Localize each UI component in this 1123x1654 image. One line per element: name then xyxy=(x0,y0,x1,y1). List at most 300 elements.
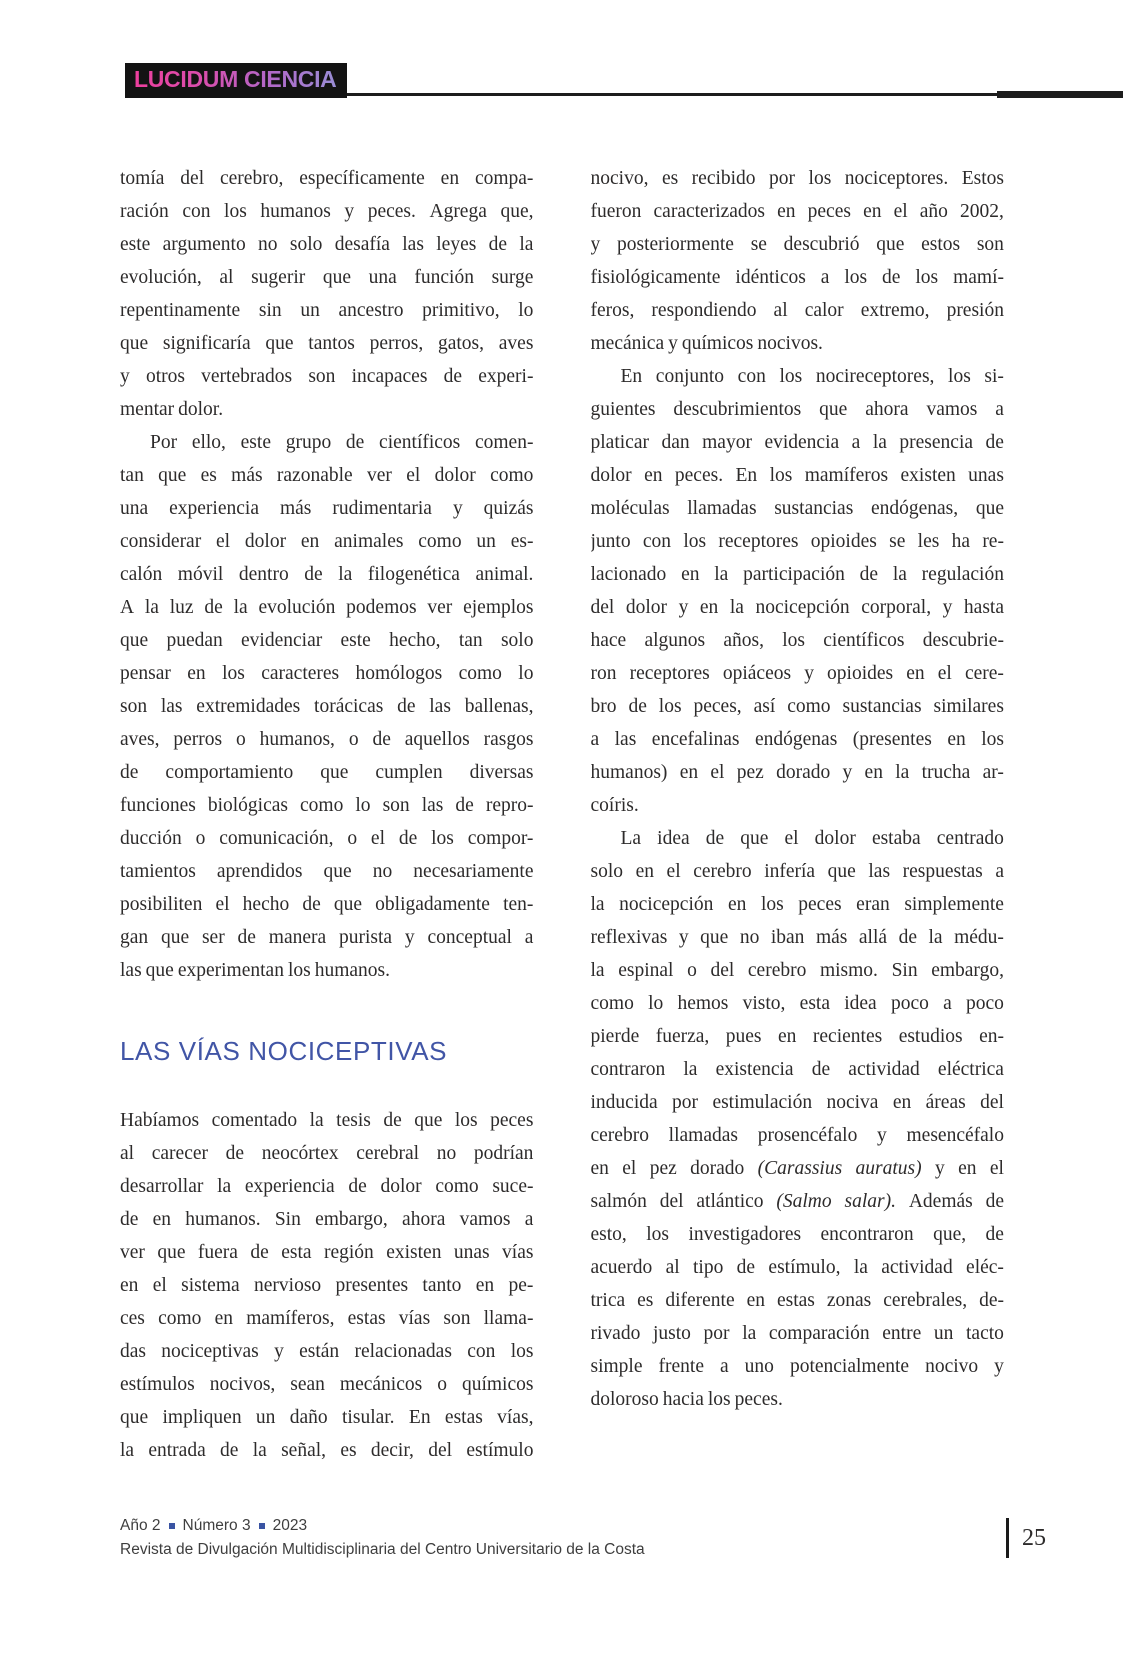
word: grupo xyxy=(285,432,332,453)
issue-line xyxy=(120,1514,645,1538)
text-line xyxy=(120,558,534,591)
word: gan xyxy=(120,927,149,948)
word: rudimentaria xyxy=(332,498,432,519)
word: de xyxy=(985,1191,1004,1212)
word: daño xyxy=(289,1407,328,1428)
word: una xyxy=(120,498,149,519)
word: estas xyxy=(347,1308,386,1329)
word: en xyxy=(679,762,699,783)
text-line xyxy=(591,1119,1005,1152)
word: sugerir xyxy=(251,267,306,288)
word: que xyxy=(975,498,1004,519)
word: con xyxy=(737,366,766,387)
text-line xyxy=(120,1269,534,1302)
word: lo xyxy=(518,300,534,321)
text-line xyxy=(591,954,1005,987)
word: de xyxy=(811,1059,831,1080)
word: cumplen xyxy=(375,762,443,783)
word: no xyxy=(372,861,393,882)
word: respondiendo xyxy=(651,300,757,321)
word: de xyxy=(443,366,463,387)
page-header xyxy=(125,63,1123,98)
word: llamadas xyxy=(687,498,757,519)
word: evolución xyxy=(258,597,336,618)
word: diferente xyxy=(665,1290,735,1311)
word: respuestas xyxy=(902,861,983,882)
word: los xyxy=(287,960,311,981)
word: mesencéfalo xyxy=(906,1125,1004,1146)
word: que xyxy=(120,630,149,651)
word: estímulo xyxy=(466,1440,534,1461)
word: tan xyxy=(458,630,483,651)
word: incapaces xyxy=(351,366,428,387)
word: en xyxy=(777,201,796,222)
word: ración xyxy=(120,201,169,222)
word: decir, xyxy=(370,1440,414,1461)
word: y xyxy=(804,663,814,684)
text-line xyxy=(591,492,1005,525)
word: doloroso xyxy=(590,1389,659,1410)
word: este xyxy=(240,432,271,453)
word: hecho xyxy=(242,894,290,915)
word: nocicepción xyxy=(755,597,850,618)
word: investigadores xyxy=(688,1224,802,1245)
word: las xyxy=(402,234,424,255)
word: mamí- xyxy=(953,267,1004,288)
word: receptores xyxy=(718,531,799,552)
word: allá xyxy=(858,927,888,948)
text-line xyxy=(120,459,534,492)
word: les xyxy=(917,531,940,552)
word: vamos xyxy=(926,399,978,420)
word: más xyxy=(279,498,312,519)
section-heading: LAS VÍAS NOCICEPTIVAS xyxy=(120,1036,448,1066)
header-rule-thin xyxy=(347,93,998,96)
word: sean xyxy=(290,1374,325,1395)
word: comentado xyxy=(211,1110,298,1131)
word: Sin xyxy=(274,1209,301,1230)
text-line xyxy=(120,294,534,327)
word: químicos xyxy=(681,333,754,354)
word: el xyxy=(370,828,385,849)
word: a xyxy=(851,432,861,453)
word: entre xyxy=(882,1323,922,1344)
word: ello, xyxy=(191,432,226,453)
word: ver xyxy=(427,597,453,618)
word: zonas xyxy=(826,1290,872,1311)
word: perros xyxy=(173,729,223,750)
word: nociceptores. xyxy=(844,168,949,189)
word: no xyxy=(739,927,760,948)
word: que xyxy=(414,1110,443,1131)
text-line xyxy=(120,1203,534,1236)
word: necesariamente xyxy=(413,861,534,882)
word: eléc- xyxy=(966,1257,1004,1278)
word: de xyxy=(898,927,917,948)
word: sustancias xyxy=(774,498,854,519)
word: otros xyxy=(145,366,185,387)
word: caracteres xyxy=(261,663,340,684)
word: humanos xyxy=(260,201,331,222)
footer-info xyxy=(120,1514,645,1562)
word: presentes xyxy=(335,1275,409,1296)
word: animales xyxy=(334,531,404,552)
word: las xyxy=(868,861,891,882)
text-line xyxy=(120,921,534,954)
word: en xyxy=(644,465,663,486)
word: este xyxy=(120,234,151,255)
text-line xyxy=(591,426,1005,459)
word: del xyxy=(428,1440,453,1461)
word: en xyxy=(864,762,883,783)
word: comunicación, xyxy=(219,828,334,849)
word: que xyxy=(120,1407,149,1428)
word: los xyxy=(454,1110,478,1131)
word: en xyxy=(635,861,654,882)
word: que xyxy=(322,267,351,288)
word: comportamiento xyxy=(165,762,294,783)
word: en xyxy=(187,663,206,684)
word: la xyxy=(519,234,534,255)
text-line xyxy=(120,1302,534,1335)
word: los xyxy=(948,366,971,387)
word: dolor xyxy=(244,531,287,552)
word: con xyxy=(182,201,211,222)
word: pez xyxy=(649,1158,677,1179)
word: pe- xyxy=(508,1275,534,1296)
word: aves xyxy=(498,333,534,354)
word: de xyxy=(237,927,256,948)
word: mamíferos, xyxy=(246,1308,335,1329)
word: al xyxy=(773,300,788,321)
word: y xyxy=(590,234,601,255)
text-line xyxy=(591,591,1005,624)
word: los xyxy=(707,1389,731,1410)
text-line xyxy=(120,1104,534,1137)
word: del xyxy=(980,1092,1004,1113)
word: a xyxy=(524,1209,534,1230)
word: sistema xyxy=(181,1275,240,1296)
text-line xyxy=(120,360,534,393)
word: compa- xyxy=(474,168,534,189)
word: nocireceptores, xyxy=(815,366,935,387)
word: ron xyxy=(590,663,617,684)
word: científicos xyxy=(823,630,905,651)
word: la xyxy=(120,1440,135,1461)
page-number: 25 xyxy=(1022,1524,1046,1551)
word: a xyxy=(720,1356,729,1377)
word: como xyxy=(418,531,462,552)
word: relacionadas xyxy=(354,1341,452,1362)
word: fuerza, xyxy=(655,1026,710,1047)
word: de xyxy=(220,1440,239,1461)
word: vías xyxy=(398,1308,431,1329)
word: endógenas, xyxy=(870,498,959,519)
word: A xyxy=(120,597,135,618)
text-line xyxy=(591,1020,1005,1053)
word: solo xyxy=(289,234,323,255)
word: aprendidos xyxy=(216,861,303,882)
word: funciones xyxy=(120,795,196,816)
text-line xyxy=(120,492,534,525)
text-line xyxy=(591,723,1005,756)
word: que xyxy=(827,861,856,882)
word: en xyxy=(746,1290,765,1311)
word: un xyxy=(300,300,320,321)
word: nocivos. xyxy=(757,333,823,354)
word: centrado xyxy=(936,828,1004,849)
word: eran xyxy=(856,894,890,915)
word: cerebro xyxy=(590,1125,649,1146)
word: calor xyxy=(804,300,844,321)
word: existen xyxy=(900,465,956,486)
text-line xyxy=(120,525,534,558)
word: posibiliten xyxy=(120,894,203,915)
word: si- xyxy=(984,366,1004,387)
word: experiencia xyxy=(169,498,259,519)
word: los xyxy=(808,168,832,189)
text-line xyxy=(591,756,1005,789)
word: ahora xyxy=(865,399,909,420)
word: ducción xyxy=(120,828,182,849)
text-line xyxy=(591,294,1005,327)
word: bro xyxy=(590,696,617,717)
word: cere- xyxy=(964,663,1004,684)
word: ten- xyxy=(503,894,534,915)
text-line xyxy=(591,1284,1005,1317)
word: tisular. xyxy=(342,1407,395,1428)
word: por xyxy=(672,1092,699,1113)
word: tesis xyxy=(336,1110,371,1131)
word: químicos xyxy=(461,1374,534,1395)
word: idea xyxy=(844,993,877,1014)
page-number-group xyxy=(1006,1518,1046,1558)
word: experiencia xyxy=(244,1176,335,1197)
word: son xyxy=(308,366,336,387)
word: estos xyxy=(921,234,961,255)
header-rule-thick xyxy=(997,91,1123,98)
word: justo xyxy=(652,1323,691,1344)
word: que xyxy=(157,1242,186,1263)
text-line xyxy=(120,1236,534,1269)
word: razonable xyxy=(276,465,353,486)
word: solo xyxy=(500,630,534,651)
word: trica xyxy=(590,1290,626,1311)
word: y xyxy=(877,1125,887,1146)
word: re- xyxy=(982,531,1004,552)
word: unas xyxy=(453,1242,490,1263)
word: el xyxy=(622,1158,637,1179)
word: nervioso xyxy=(254,1275,322,1296)
paragraph xyxy=(120,426,534,987)
paragraph xyxy=(591,822,1005,1416)
word: vías, xyxy=(497,1407,534,1428)
word: las xyxy=(120,960,142,981)
word: como xyxy=(458,663,502,684)
page-number-bar xyxy=(1006,1518,1009,1558)
word: como xyxy=(787,696,831,717)
word: puedan xyxy=(166,630,223,651)
text-line xyxy=(591,657,1005,690)
word: perros, xyxy=(369,333,424,354)
word: como xyxy=(158,1308,202,1329)
word: y xyxy=(678,927,689,948)
word: que xyxy=(320,762,349,783)
word: los xyxy=(769,465,793,486)
word: actividad xyxy=(881,1257,953,1278)
text-line xyxy=(591,855,1005,888)
word: no xyxy=(436,1143,457,1164)
word: hasta xyxy=(963,597,1004,618)
word: cerebrales, xyxy=(883,1290,968,1311)
word: pierde xyxy=(590,1026,640,1047)
word: compor- xyxy=(467,828,534,849)
word: pues xyxy=(725,1026,762,1047)
word: de xyxy=(250,1242,269,1263)
word: de xyxy=(204,597,223,618)
word: del xyxy=(659,1191,684,1212)
word: significaría xyxy=(162,333,251,354)
text-line xyxy=(120,1335,534,1368)
word: mismo. xyxy=(819,960,878,981)
word: torácicas xyxy=(314,696,384,717)
word: la xyxy=(252,1440,267,1461)
word: filogenética xyxy=(367,564,460,585)
column-right xyxy=(591,162,1005,1467)
text-line xyxy=(591,1317,1005,1350)
word: la xyxy=(853,1257,868,1278)
word: de xyxy=(304,564,323,585)
text-line xyxy=(591,459,1005,492)
word: de xyxy=(985,1224,1004,1245)
word: como xyxy=(435,1176,479,1197)
word: o xyxy=(236,729,246,750)
word: en xyxy=(727,894,747,915)
word: mecánicos xyxy=(339,1374,423,1395)
word: purista xyxy=(339,927,393,948)
text-line xyxy=(591,558,1005,591)
word: en xyxy=(440,168,460,189)
word: regulación xyxy=(921,564,1004,585)
word: ar- xyxy=(982,762,1004,783)
word: hacia xyxy=(662,1389,704,1410)
word: un xyxy=(933,1323,954,1344)
word: como xyxy=(300,795,344,816)
word: existencia xyxy=(715,1059,794,1080)
word: los xyxy=(224,201,247,222)
word: quizás xyxy=(483,498,534,519)
word: humanos, xyxy=(259,729,335,750)
text-line xyxy=(591,195,1005,228)
word: el xyxy=(937,663,952,684)
word: diversas xyxy=(469,762,534,783)
word: receptores xyxy=(629,663,710,684)
word: comen- xyxy=(474,432,534,453)
text-line xyxy=(120,822,534,855)
word: estas xyxy=(776,1290,815,1311)
text-line xyxy=(120,690,534,723)
word: de xyxy=(225,1143,245,1164)
word: nocivos, xyxy=(209,1374,276,1395)
word: fuera xyxy=(197,1242,238,1263)
word: los xyxy=(222,663,245,684)
word: a xyxy=(820,267,830,288)
word: recibido xyxy=(691,168,756,189)
word: prosencéfalo xyxy=(757,1125,858,1146)
separator-square xyxy=(259,1523,265,1529)
word: posteriormente xyxy=(616,234,734,255)
word: dolor xyxy=(814,828,856,849)
word: Por xyxy=(150,432,178,453)
word: que, xyxy=(933,1224,967,1245)
word: impliquen xyxy=(162,1407,242,1428)
paragraph xyxy=(120,162,534,426)
word: atlántico xyxy=(696,1191,764,1212)
word: o xyxy=(437,1374,447,1395)
word: sin xyxy=(258,300,282,321)
word: potencialmente xyxy=(789,1356,910,1377)
word: junto xyxy=(590,531,631,552)
word: vamos xyxy=(459,1209,511,1230)
text-line xyxy=(591,888,1005,921)
word: el xyxy=(893,201,908,222)
word: podemos xyxy=(346,597,417,618)
word: nocivo xyxy=(925,1356,979,1377)
word: descubrimientos xyxy=(673,399,802,420)
word: repentinamente xyxy=(120,300,241,321)
word: inducida xyxy=(590,1092,658,1113)
word: y xyxy=(668,333,678,354)
word: hecho, xyxy=(389,630,441,651)
text-line xyxy=(591,1218,1005,1251)
word: ancestro xyxy=(338,300,404,321)
word: Agrega xyxy=(429,201,487,222)
word: que xyxy=(700,927,729,948)
word: el xyxy=(666,861,681,882)
word: coíris. xyxy=(590,795,639,816)
word: dentro xyxy=(238,564,289,585)
word: en xyxy=(475,1275,495,1296)
text-line xyxy=(120,855,534,888)
word: humanos) xyxy=(590,762,668,783)
word: peces xyxy=(807,201,851,222)
word: primitivo, xyxy=(422,300,500,321)
word: los xyxy=(981,729,1004,750)
word: pez xyxy=(736,762,764,783)
word: mamíferos xyxy=(804,465,889,486)
text-line xyxy=(591,1053,1005,1086)
word: con xyxy=(467,1341,496,1362)
word: ha xyxy=(951,531,971,552)
word: médu- xyxy=(954,927,1004,948)
word: a xyxy=(590,729,600,750)
word: trucha xyxy=(921,762,971,783)
word: en xyxy=(906,663,925,684)
word: manera xyxy=(268,927,327,948)
word: peces. xyxy=(367,201,416,222)
word: del xyxy=(590,597,615,618)
word: la xyxy=(309,1110,324,1131)
word: visto, xyxy=(742,993,786,1014)
word: la xyxy=(590,960,605,981)
word: de xyxy=(488,234,508,255)
word: nociceptivas xyxy=(161,1341,259,1362)
issue-year: Año 2 xyxy=(120,1517,161,1534)
word: los xyxy=(646,1224,669,1245)
word: infería xyxy=(764,861,816,882)
word: dolor xyxy=(590,465,632,486)
word: el xyxy=(710,762,725,783)
